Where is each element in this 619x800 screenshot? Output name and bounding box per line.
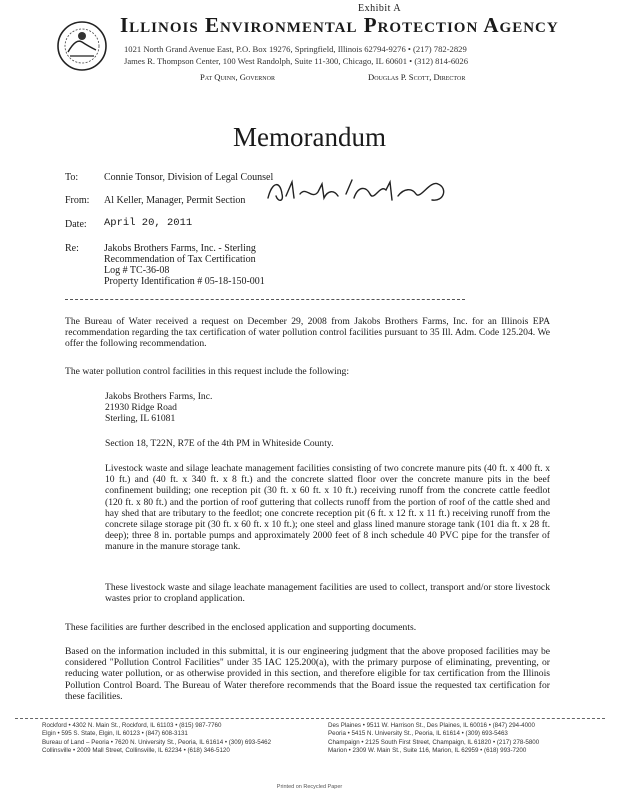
exhibit-label: Exhibit A bbox=[358, 3, 402, 14]
footer-office: Elgin • 595 S. State, Elgin, IL 60123 • (847) 608-3131 bbox=[42, 730, 188, 738]
re-line: Property Identification # 05-18-150-001 bbox=[104, 276, 265, 287]
agency-name: Illinois Environmental Protection Agency bbox=[120, 13, 559, 37]
governor-name: Pat Quinn, Governor bbox=[200, 72, 275, 82]
footer-offices-right bbox=[328, 722, 539, 756]
to-value: Connie Tonsor, Division of Legal Counsel bbox=[104, 172, 274, 183]
header-divider bbox=[65, 299, 465, 300]
agency-seal-logo bbox=[56, 20, 108, 72]
facility-description: Livestock waste and silage leachate management facilities consisting of two concrete manure pits (40 ft. x 400 ft. x 10 ft.) and (40 ft. x 340 ft. x 8 ft.) and the concrete slatted floor over the concrete manure pits in the beef confinement building; one reception pit (30 ft. x 60 ft. x 10 ft.) receiving runoff from the concrete cattle feedlot (120 ft. x 80 ft.) and the portion of roof guttering that collects runoff from the portion of roof of the cattle shed and hay shed that are tributary to the feedlot; one concrete reception pit (6 ft. x 12 ft. x 11 ft.) receiving runoff from the concrete silage storage pit (30 ft. x 60 ft. x 10 ft.); one steel and glass lined manure storage tank (101 dia ft. x 28 ft. deep); three 8 in. portable pumps and approximately 2000 feet of 8 inch schedule 40 PVC pipe for the transfer of manure in the manure storage tank. bbox=[105, 463, 550, 553]
agency-address-springfield: 1021 North Grand Avenue East, P.O. Box 19276, Springfield, Illinois 62794-9276 • (217) 782-2829 bbox=[124, 44, 467, 54]
footer-office: Marion • 2309 W. Main St., Suite 116, Marion, IL 62959 • (618) 993-7200 bbox=[328, 747, 527, 755]
recommendation-paragraph: Based on the information included in this submittal, it is our engineering judgment that the above proposed facilities may be considered "Pollution Control Facilities" under 35 IAC 125.200(a), with the primary purpose of eliminating, preventing, or reducing water pollution, or as otherwise provided in this section, and therefore eligible for tax certification from the Illinois Pollution Control Board. The Bureau of Water therefore recommends that the Board issue the requested tax certification for these facilities. bbox=[65, 646, 550, 702]
intro-paragraph: The Bureau of Water received a request on December 29, 2008 from Jakobs Brothers Farms, Inc. for an Illinois EPA recommendation regarding the tax certification of water pollution control facilities pursuant to 35 Ill. Adm. Code 125.204. We offer the following recommendation. bbox=[65, 316, 550, 350]
from-value: Al Keller, Manager, Permit Section bbox=[104, 195, 246, 206]
footer-office: Des Plaines • 9511 W. Harrison St., Des Plaines, IL 60016 • (847) 294-4000 bbox=[328, 722, 535, 729]
footer-offices-left bbox=[42, 722, 271, 756]
re-subject bbox=[104, 243, 265, 287]
recycled-paper-note: Printed on Recycled Paper bbox=[276, 784, 343, 790]
footer-office: Collinsville • 2009 Mall Street, Collinsville, IL 62234 • (618) 346-5120 bbox=[42, 747, 230, 755]
enclosure-note: These facilities are further described in the enclosed application and supporting documents. bbox=[65, 622, 417, 633]
facility-address-line: Sterling, IL 61081 bbox=[105, 413, 176, 425]
re-label: Re: bbox=[65, 243, 79, 254]
footer-office: Champaign • 2125 South First Street, Champaign, IL 61820 • (217) 278-5800 bbox=[328, 738, 540, 746]
date-label: Date: bbox=[65, 219, 87, 230]
facilities-intro: The water pollution control facilities in this request include the following: bbox=[65, 366, 350, 377]
footer-office: Peoria • 5415 N. University St., Peoria, IL 61614 • (309) 693-5463 bbox=[328, 730, 508, 738]
facility-purpose: These livestock waste and silage leachate management facilities are used to collect, transport and/or store livestock wastes prior to cropland application. bbox=[105, 582, 550, 605]
date-value: April 20, 2011 bbox=[104, 217, 193, 229]
facility-location: Section 18, T22N, R7E of the 4th PM in Whiteside County. bbox=[105, 438, 334, 449]
re-line: Jakobs Brothers Farms, Inc. - Sterling bbox=[104, 243, 256, 254]
facility-address-line: Jakobs Brothers Farms, Inc. bbox=[105, 391, 213, 402]
agency-address-chicago: James R. Thompson Center, 100 West Randolph, Suite 11-300, Chicago, IL 60601 • (312) 814-6026 bbox=[124, 56, 469, 66]
footer-office: Bureau of Land – Peoria • 7620 N. University St., Peoria, IL 61614 • (309) 693-5462 bbox=[42, 738, 272, 746]
facility-address-line: 21930 Ridge Road bbox=[105, 402, 177, 414]
handwritten-signature bbox=[262, 172, 462, 208]
from-label: From: bbox=[65, 195, 90, 206]
facility-address bbox=[105, 391, 212, 425]
to-label: To: bbox=[65, 172, 79, 183]
re-line: Recommendation of Tax Certification bbox=[104, 254, 256, 265]
footer-office: Rockford • 4302 N. Main St., Rockford, IL 61103 • (815) 987-7760 bbox=[42, 722, 222, 729]
re-line: Log # TC-36-08 bbox=[104, 265, 170, 276]
director-name: Douglas P. Scott, Director bbox=[368, 72, 466, 82]
footer-divider bbox=[15, 718, 605, 719]
memo-title: Memorandum bbox=[233, 122, 386, 152]
